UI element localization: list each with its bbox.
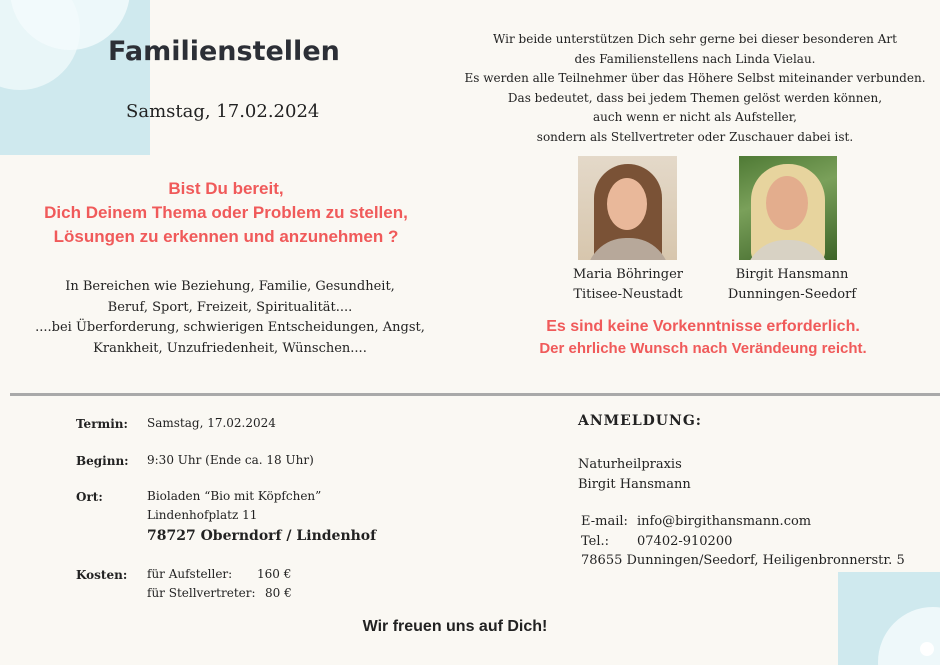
email-label: E-mail: <box>581 514 628 529</box>
portrait-photo-maria <box>578 156 677 260</box>
beginn-value: 9:30 Uhr (Ende ca. 18 Uhr) <box>147 453 314 467</box>
person-name: Maria Böhringer <box>572 267 684 282</box>
areas-line: Krankheit, Unzufriedenheit, Wünschen.... <box>93 340 367 356</box>
email-link[interactable]: info@birgithansmann.com <box>637 514 812 529</box>
intro-text <box>455 30 935 147</box>
anmeldung-practice <box>578 455 691 494</box>
person-place: Titisee-Neustadt <box>573 286 683 302</box>
intro-line: auch wenn er nicht als Aufsteller, <box>593 110 797 124</box>
termin-value: Samstag, 17.02.2024 <box>147 416 276 430</box>
kosten-value <box>147 565 292 603</box>
requirements-line-2: Der ehrliche Wunsch nach Verändeung reicht. <box>539 340 867 357</box>
beginn-label: Beginn: <box>76 454 129 468</box>
areas-line: ....bei Überforderung, schwierigen Entscheidungen, Angst, <box>35 320 425 335</box>
ort-line: Lindenhofplatz 11 <box>147 508 258 522</box>
question-line: Lösungen zu erkennen und anzunehmen ? <box>53 227 399 246</box>
intro-line: des Familienstellens nach Linda Vielau. <box>574 51 816 66</box>
ort-value <box>147 487 376 547</box>
event-date: Samstag, 17.02.2024 <box>126 101 320 122</box>
intro-line: sondern als Stellvertreter oder Zuschauer dabei ist. <box>536 129 854 144</box>
person-caption-birgit <box>712 265 872 304</box>
person-caption-maria <box>548 265 708 304</box>
kosten-label: Kosten: <box>76 568 128 582</box>
portrait-photo-birgit <box>739 156 837 260</box>
ort-line-city: 78727 Oberndorf / Lindenhof <box>147 528 377 544</box>
kosten-stellvertreter-price: 80 € <box>265 586 292 600</box>
page-title: Familienstellen <box>108 36 340 67</box>
closing-text: Wir freuen uns auf Dich! <box>362 618 548 635</box>
practice-owner: Birgit Hansmann <box>578 476 691 492</box>
decorative-corner-bottom-right <box>838 572 940 665</box>
intro-line: Das bedeutet, dass bei jedem Themen gelöst werden können, <box>507 90 883 105</box>
kosten-aufsteller-price: 160 € <box>257 567 292 581</box>
intro-line: Wir beide unterstützen Dich sehr gerne bei dieser besonderen Art <box>493 32 897 46</box>
kosten-aufsteller-label: für Aufsteller: <box>147 567 233 581</box>
kosten-stellvertreter-label: für Stellvertreter: <box>147 586 256 600</box>
ort-line: Bioladen “Bio mit Köpfchen” <box>147 489 322 503</box>
decorative-corner-top-left <box>0 0 150 155</box>
tel-label: Tel.: <box>581 533 610 549</box>
section-divider <box>10 393 940 396</box>
termin-label: Termin: <box>76 417 128 431</box>
areas-line: In Bereichen wie Beziehung, Familie, Gesundheit, <box>65 279 395 294</box>
ort-label: Ort: <box>76 490 103 504</box>
anmeldung-heading: ANMELDUNG: <box>578 413 702 429</box>
person-place: Dunningen-Seedorf <box>727 286 857 302</box>
question-line: Dich Deinem Thema oder Problem zu stellen, <box>44 203 408 222</box>
question-block <box>20 177 432 249</box>
areas-block <box>20 277 440 359</box>
person-name: Birgit Hansmann <box>735 267 849 282</box>
areas-line: Beruf, Sport, Freizeit, Spiritualität.... <box>107 299 353 315</box>
requirements-line-1: Es sind keine Vorkenntnisse erforderlich. <box>546 318 860 335</box>
address: 78655 Dunningen/Seedorf, Heiligenbronnerstr. 5 <box>581 553 905 568</box>
tel-link[interactable]: 07402-910200 <box>637 533 733 549</box>
practice-name: Naturheilpraxis <box>578 457 682 472</box>
intro-line: Es werden alle Teilnehmer über das Höhere Selbst miteinander verbunden. <box>464 71 926 85</box>
requirements-note <box>470 316 936 359</box>
question-line: Bist Du bereit, <box>168 179 284 198</box>
contact-details <box>581 512 905 571</box>
